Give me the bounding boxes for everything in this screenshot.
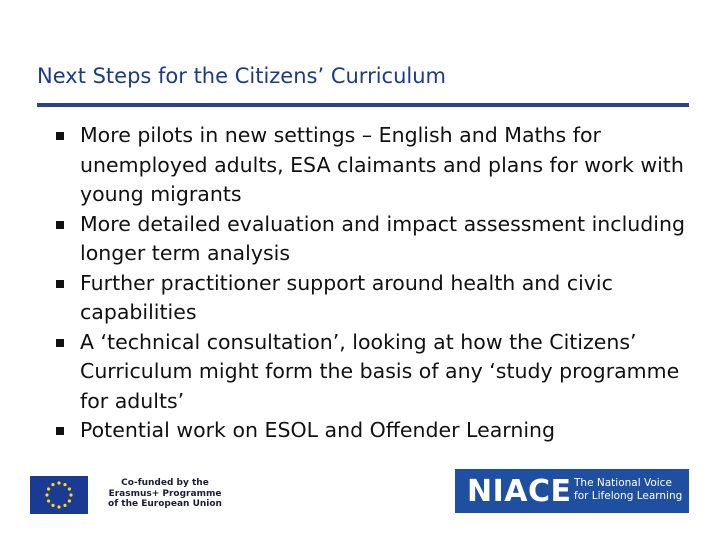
eu-cofunded-text	[95, 478, 235, 510]
bullet-item	[56, 416, 696, 446]
title-rule	[37, 103, 689, 107]
eu-flag-icon	[30, 476, 88, 514]
niace-wordmark: NIACE	[467, 474, 572, 509]
bullet-text: Potential work on ESOL and Offender Learning	[80, 418, 556, 442]
niace-tagline-line: The National Voice	[574, 477, 672, 489]
eu-text-line: of the European Union	[108, 499, 222, 509]
niace-tagline	[574, 477, 689, 503]
bullet-item	[56, 210, 696, 269]
niace-logo	[455, 469, 689, 513]
bullet-text: A ‘technical consultation’, looking at how the Citizens’ Curriculum might form the basis of any ‘study programme for adults’	[80, 329, 680, 413]
niace-tagline-line: for Lifelong Learning	[574, 490, 683, 502]
bullet-list	[56, 121, 696, 446]
eu-text-line: Erasmus+ Programme	[108, 488, 222, 499]
bullet-text: More pilots in new settings – English and Maths for unemployed adults, ESA claimants and plans for work with young migrants	[80, 123, 684, 206]
square-bullet-icon	[56, 132, 64, 140]
square-bullet-icon	[56, 339, 64, 347]
eu-text-line: Co-funded by the	[121, 478, 209, 488]
square-bullet-icon	[56, 221, 64, 229]
bullet-item	[56, 269, 696, 328]
square-bullet-icon	[56, 427, 64, 435]
bullet-text: More detailed evaluation and impact assessment including longer term analysis	[80, 211, 685, 265]
slide-title: Next Steps for the Citizens’ Curriculum	[37, 64, 446, 88]
bullet-text: Further practitioner support around health and civic capabilities	[80, 270, 613, 324]
bullet-item	[56, 328, 696, 417]
bullet-item	[56, 121, 696, 210]
square-bullet-icon	[56, 280, 64, 288]
